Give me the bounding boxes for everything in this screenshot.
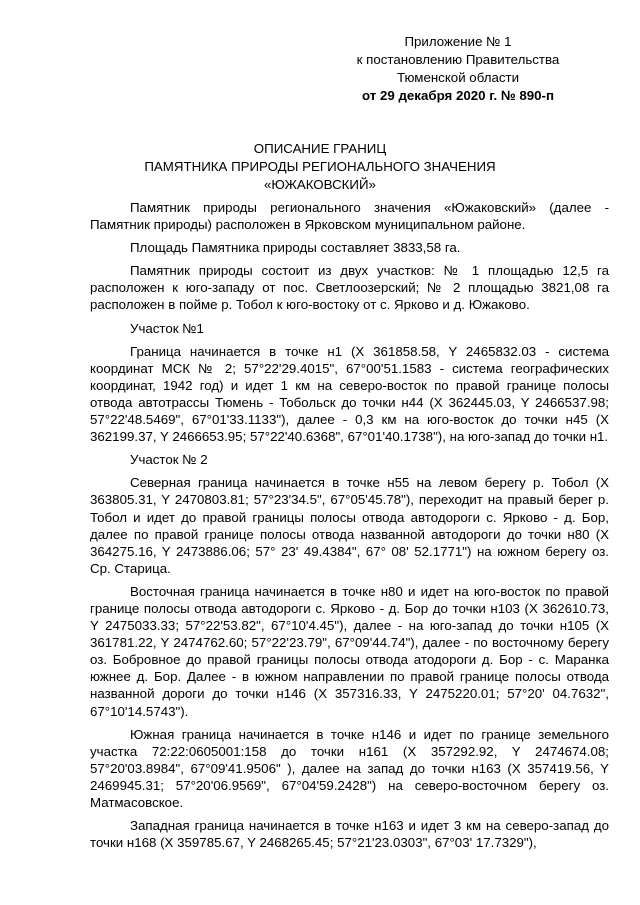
paragraph-area: Площадь Памятника природы составляет 3833,58 га. <box>130 240 461 256</box>
paragraph-east-border: Восточная граница начинается в точке н80 и идет на юго-восток по правой границе полосы отвода автодороги с. Ярково - д. Бор до точки н103 (X 362610.73, Y 2475033.33; 57°22'53.82", 67°10'4.45"), далее - на юго-запад до точки н105 (X 361781.22, Y 2474762.60; 57°22'23.79", 67°09'44.74"), далее - по восточному берегу оз. Бобровное до правой границы полосы отвода атодороги д. Бор - с. Маранка южнее д. Бор. Далее - в южном направлении по правой границе полосы отвода названной дороги до точки н146 (X 357316.33, Y 2475220.01; 57°20' 04.7632", 67°10'14.5743"). <box>90 583 609 719</box>
appendix-number: Приложение № 1 <box>404 34 512 49</box>
appendix-date: от 29 декабря 2020 г. № 890-п <box>361 88 554 103</box>
document-body <box>90 199 609 857</box>
appendix-region: Тюменской области <box>396 70 520 85</box>
appendix-reference: к постановлению Правительства <box>356 52 560 67</box>
title-line-3: «ЮЖАКОВСКИЙ» <box>264 177 376 192</box>
paragraph-section-1: Граница начинается в точке н1 (X 361858.58, Y 2465832.03 - система координат МСК № 2; 57°22'29.4015", 67°00'51.1583 - система географических координат, 1942 год) и идет 1 км на северо-восток по правой границе полосы отвода автотрассы Тюмень - Тобольск до точки н44 (X 362445.03, Y 2466537.98; 57°22'48.5469", 67°01'33.1133"), далее - 0,3 км на юго-восток до точки н45 (X 362199.37, Y 2466653.95; 57°22'40.6368", 67°01'40.1738"), на юго-запад до точки н1. <box>90 343 609 445</box>
section-2-heading: Участок № 2 <box>130 452 208 468</box>
paragraph-west-border: Западная граница начинается в точке н163 и идет 3 км на северо-запад до точки н168 (X 359785.67, Y 2468265.45; 57°21'23.0303", 67°03' 17.7329"), <box>90 818 609 851</box>
paragraph-south-border: Южная граница начинается в точке н146 и идет по границе земельного участка 72:22:0605001:158 до точки н161 (X 357292.92, Y 2474674.08; 57°20'03.8984", 67°09'41.9506" ), далее на запад до точки н163 (X 357419.56, Y 2469945.31; 57°20'06.9569", 67°04'59.2428") на северо-восточном берегу оз. Матмасовское. <box>90 726 609 810</box>
section-1-heading: Участок №1 <box>130 320 204 336</box>
appendix-header <box>328 33 588 105</box>
paragraph-sections: Памятник природы состоит из двух участков: № 1 площадью 12,5 га расположен к юго-западу от пос. Светлоозерский; № 2 площадью 3821,08 га расположен в пойме р. Тобол к юго-востоку от с. Ярково и д. Южаково. <box>90 263 609 313</box>
paragraph-north-border: Северная граница начинается в точке н55 на левом берегу р. Тобол (X 363805.31, Y 2470803.81; 57°23'34.5", 67°05'45.78"), переходит на правый берег р. Тобол и идет до правой границы полосы отвода автодороги с. Ярково - д. Бор, далее по правой границе полосы отвода названной автодороги до точки н80 (X 364275.16, Y 2473886.06; 57° 23' 49.4384", 67° 08' 52.1771") на южном берегу оз. Ср. Старица. <box>90 475 609 576</box>
title-line-1: ОПИСАНИЕ ГРАНИЦ <box>253 141 387 156</box>
title-line-2: ПАМЯТНИКА ПРИРОДЫ РЕГИОНАЛЬНОГО ЗНАЧЕНИЯ <box>144 159 496 174</box>
paragraph-intro: Памятник природы регионального значения «Южаковский» (далее - Памятник природы) расположен в Ярковском муниципальном районе. <box>90 200 609 233</box>
document-title <box>0 140 640 194</box>
